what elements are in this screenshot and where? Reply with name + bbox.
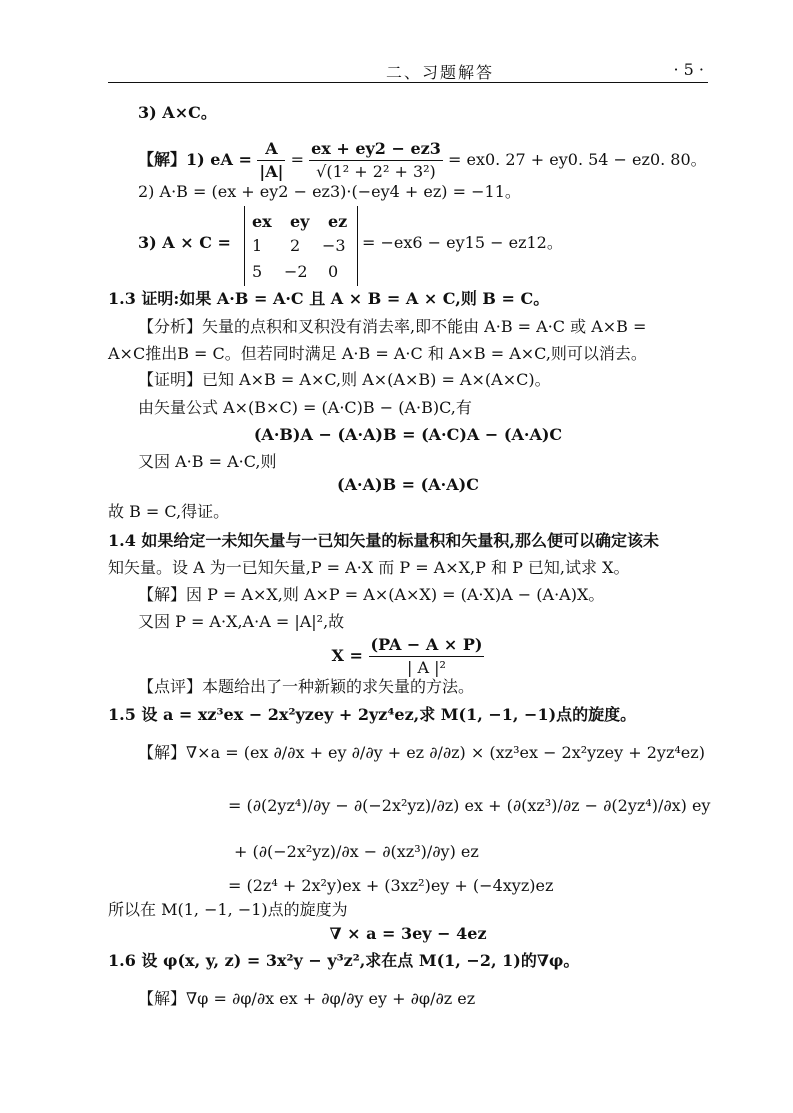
matrix-cell: −3	[322, 236, 346, 255]
proof-equation-2: (A·A)B = (A·A)C	[337, 475, 479, 494]
proof-equation-1: (A·B)A − (A·A)B = (A·C)A − (A·A)C	[253, 425, 563, 444]
solution-1-end: = ex0. 27 + ey0. 54 − ez0. 80。	[442, 150, 707, 169]
fraction-num: ex + ey2 − ez3	[309, 138, 443, 161]
proof-line-1: 【证明】已知 A×B = A×C,则 A×(A×B) = A×(A×C)。	[138, 370, 551, 389]
problem-1-6: 1.6 设 φ(x, y, z) = 3x²y − y³z²,求在点 M(1, −2, 1)的∇φ。	[108, 951, 580, 970]
fraction-den: √(1² + 2² + 3²)	[316, 162, 436, 181]
curl-line-3: + (∂(−2x²yz)/∂x − ∂(xz³)/∂y) ez	[234, 842, 479, 861]
matrix-cell: ez	[328, 212, 348, 231]
solution-1-start: 【解】1) eA =	[138, 150, 258, 169]
problem-1-5: 1.5 设 a = xz³ex − 2x²yzey + 2yz⁴ez,求 M(1, −1, −1)点的旋度。	[108, 705, 637, 724]
matrix-cell: 2	[290, 236, 301, 255]
dot-product-line: 2) A·B = (ex + ey2 − ez3)·(−ey4 + ez) = −11。	[138, 182, 521, 201]
solution-1-4-line-2: 又因 P = A·X,A·A = |A|²,故	[138, 612, 345, 631]
analysis-line-2: A×C推出B = C。但若同时满足 A·B = A·C 和 A×B = A×C,则可以消去。	[108, 344, 647, 363]
determinant	[244, 206, 356, 286]
matrix-cell: ey	[290, 212, 310, 231]
cross-product-label: 3) A × C =	[138, 233, 231, 252]
matrix-cell: 1	[252, 236, 263, 255]
comment-line: 【点评】本题给出了一种新颖的求矢量的方法。	[138, 677, 475, 696]
gradient-line: 【解】∇φ = ∂φ/∂x ex + ∂φ/∂y ey + ∂φ/∂z ez	[138, 989, 476, 1008]
fraction-num: A	[257, 138, 285, 161]
proof-line-2: 由矢量公式 A×(B×C) = (A·C)B − (A·B)C,有	[138, 398, 472, 417]
matrix-cell: 5	[252, 262, 263, 281]
fraction-den: |A|	[259, 162, 284, 181]
analysis-line-1: 【分析】矢量的点积和叉积没有消去率,即不能由 A·B = A·C 或 A×B =	[138, 317, 647, 336]
proof-line-3: 又因 A·B = A·C,则	[138, 452, 277, 471]
page-number: · 5 ·	[673, 60, 704, 79]
curl-line-1: 【解】∇×a = (ex ∂/∂x + ey ∂/∂y + ez ∂/∂z) × (xz³ex − 2x²yzey + 2yz⁴ez)	[138, 743, 705, 762]
solution-1-4-line-1: 【解】因 P = A×X,则 A×P = A×(A×X) = (A·X)A − (A·A)X。	[138, 585, 605, 604]
solution-1-4-formula	[108, 634, 708, 679]
solution-1	[138, 138, 707, 183]
fraction-components	[309, 138, 443, 183]
curl-result: ∇ × a = 3ey − 4ez	[329, 924, 487, 943]
formula-lhs: X =	[331, 646, 369, 665]
fraction-den: | A |²	[407, 658, 446, 677]
problem-1-3: 1.3 证明:如果 A·B = A·C 且 A × B = A × C,则 B = C。	[108, 289, 550, 308]
matrix-cell: ex	[252, 212, 272, 231]
fraction-num: (PA − A × P)	[369, 634, 485, 657]
curl-line-2: = (∂(2yz⁴)/∂y − ∂(−2x²yz)/∂z) ex + (∂(xz³)/∂z − ∂(2yz⁴)/∂x) ey	[228, 796, 711, 815]
equals: =	[285, 150, 310, 169]
cross-product-result: = −ex6 − ey15 − ez12。	[362, 233, 563, 252]
curl-line-4: = (2z⁴ + 2x²y)ex + (3xz²)ey + (−4xyz)ez	[228, 876, 554, 895]
fraction-unit-vector	[257, 138, 285, 183]
problem-1-4-line-2: 知矢量。设 A 为一已知矢量,P = A·X 而 P = A×X,P 和 P 已知,试求 X。	[108, 558, 630, 577]
curl-conclusion: 所以在 M(1, −1, −1)点的旋度为	[108, 900, 348, 919]
matrix-cell: 0	[328, 262, 339, 281]
formula-fraction	[369, 634, 485, 679]
page-header	[108, 58, 708, 83]
header-title: 二、习题解答	[386, 63, 495, 82]
item-3-label: 3) A×C。	[138, 103, 217, 122]
problem-1-4-line-1: 1.4 如果给定一未知矢量与一已知矢量的标量积和矢量积,那么便可以确定该未	[108, 531, 659, 550]
matrix-cell: −2	[284, 262, 308, 281]
proof-conclusion: 故 B = C,得证。	[108, 502, 230, 521]
